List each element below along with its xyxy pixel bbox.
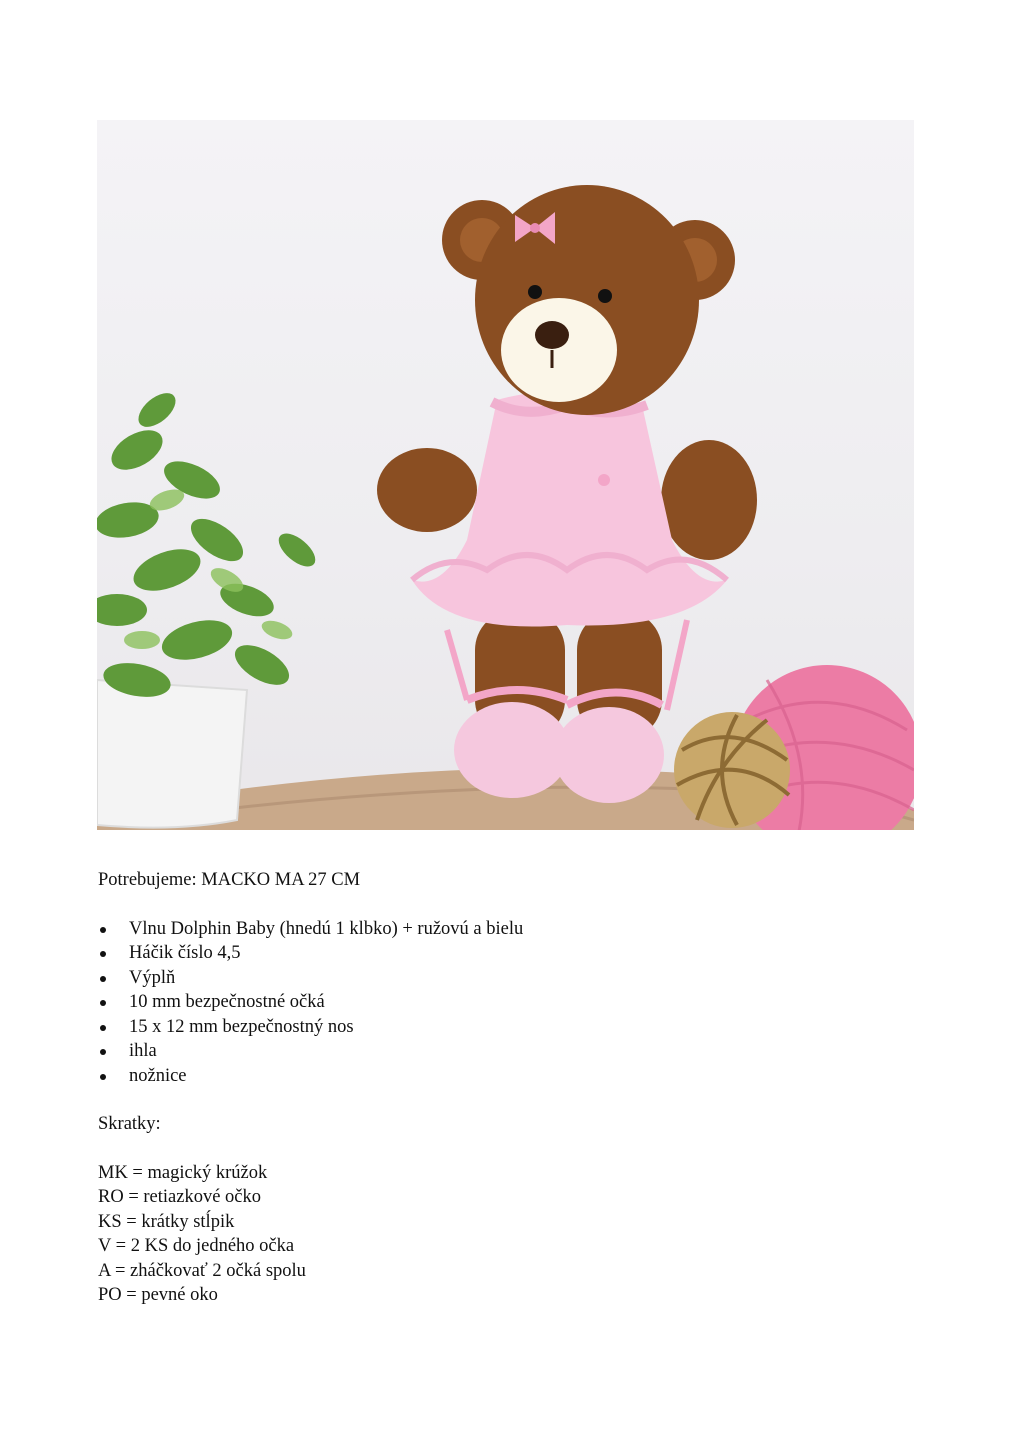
list-item: Vlnu Dolphin Baby (hnedú 1 klbko) + ružovú a bielu — [98, 917, 918, 942]
product-photo — [97, 120, 914, 830]
pattern-text — [98, 868, 918, 1308]
abbreviations-list — [98, 1161, 918, 1308]
materials-list — [98, 917, 918, 1089]
list-item: Háčik číslo 4,5 — [98, 941, 918, 966]
list-item: ihla — [98, 1039, 918, 1064]
list-item: 15 x 12 mm bezpečnostný nos — [98, 1015, 918, 1040]
abbreviation-line: PO = pevné oko — [98, 1285, 218, 1305]
abbreviation-line: KS = krátky stĺpik — [98, 1211, 235, 1232]
abbreviation-line: MK = magický krúžok — [98, 1162, 268, 1183]
abbreviations-heading: Skratky: — [98, 1114, 161, 1134]
abbreviation-line: RO = retiazkové očko — [98, 1187, 262, 1207]
list-item: nožnice — [98, 1064, 918, 1089]
list-item: Výplň — [98, 966, 918, 991]
abbreviation-line: A = zháčkovať 2 očká spolu — [98, 1260, 306, 1281]
teddy-bear-illustration — [97, 120, 914, 830]
list-item: 10 mm bezpečnostné očká — [98, 990, 918, 1015]
abbreviation-line: V = 2 KS do jedného očka — [98, 1236, 295, 1256]
pattern-title: Potrebujeme: MACKO MA 27 CM — [98, 870, 361, 890]
